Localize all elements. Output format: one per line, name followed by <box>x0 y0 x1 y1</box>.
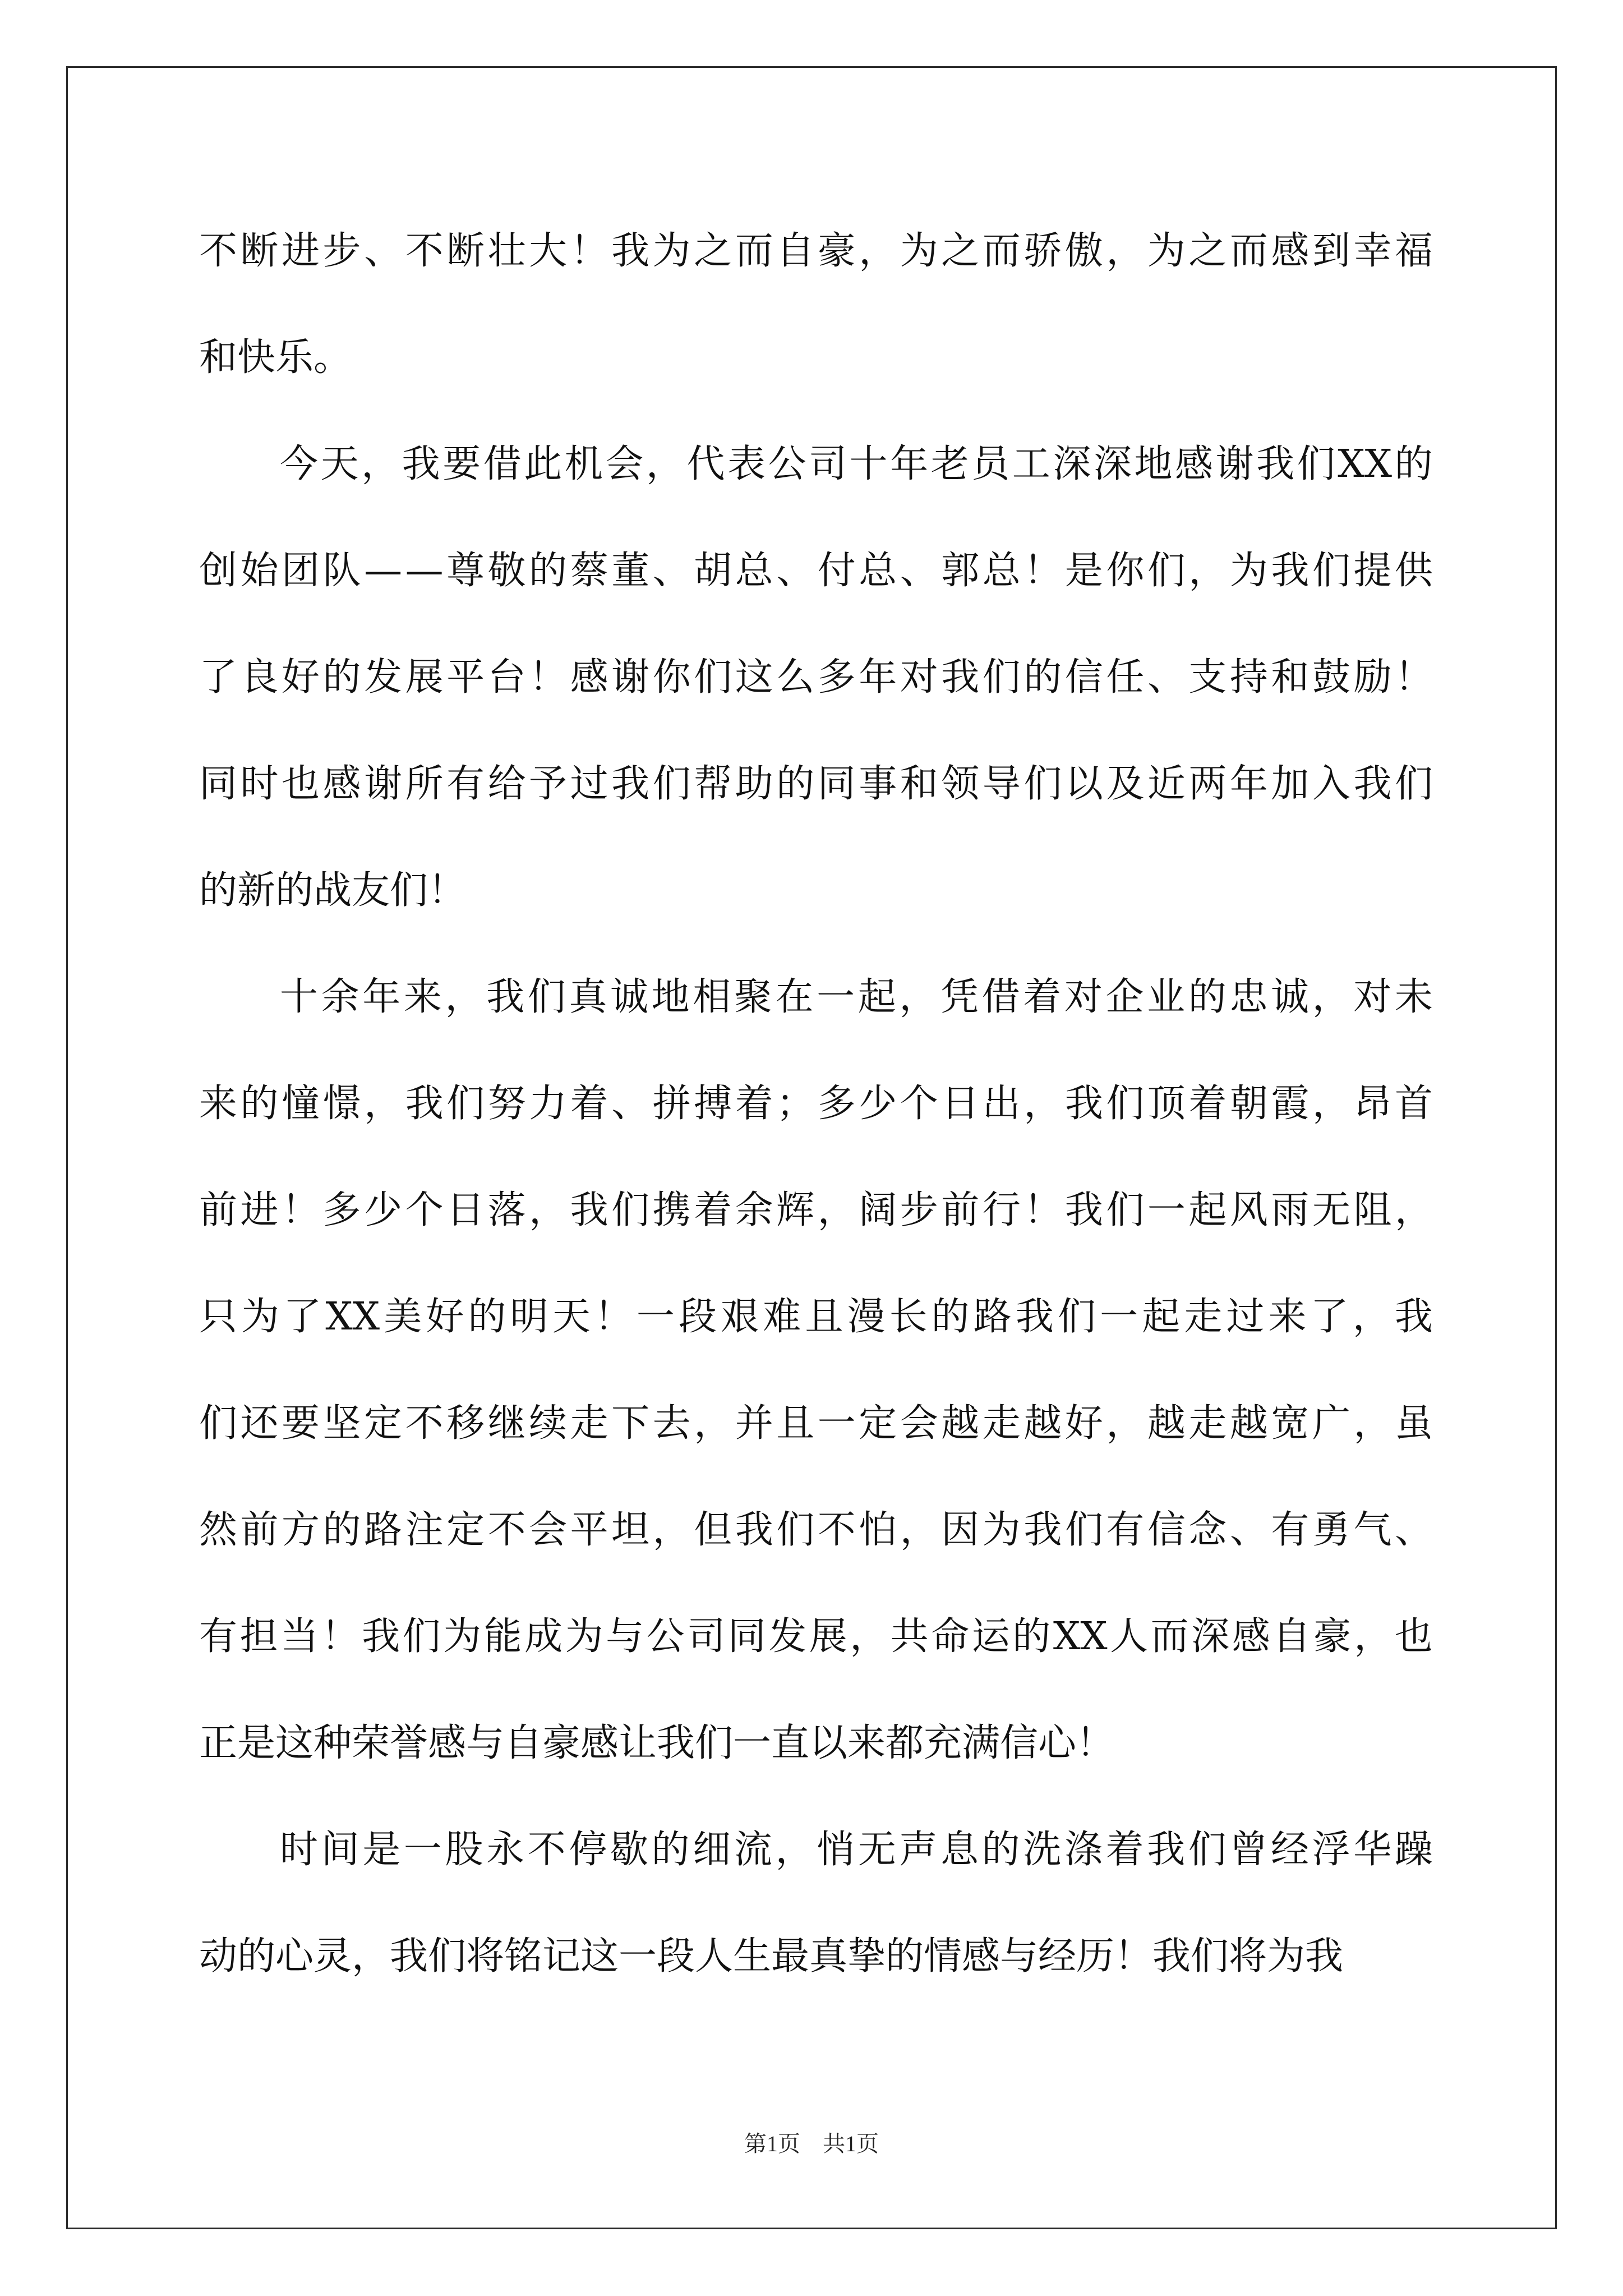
text-line: 今 天 ， 我 要 借 此 机 会 ， 代 表 公 司 十 年 老 员 工 深 深 地 感 谢 我 们 XX 的 <box>280 442 1433 486</box>
text-line: 然 前 方 的 路 注 定 不 会 平 坦 ， 但 我 们 不 怕 ， 因 为 我 们 有 信 念 、 有 勇 气 、 <box>199 1508 1433 1552</box>
text-line: 不 断 进 步 、 不 断 壮 大 ！ 我 为 之 而 自 豪 ， 为 之 而 骄 傲 ， 为 之 而 感 到 幸 福 <box>199 229 1433 273</box>
text-line: 来 的 憧 憬 ， 我 们 努 力 着 、 拼 搏 着 ； 多 少 个 日 出 ， 我 们 顶 着 朝 霞 ， 昂 首 <box>199 1082 1433 1126</box>
text-line: 创 始 团 队 — — 尊 敬 的 蔡 董 、 胡 总 、 付 总 、 郭 总 ！ 是 你 们 ， 为 我 们 提 供 <box>199 549 1433 593</box>
page-number-label: 第1页 共1页 <box>744 2131 879 2156</box>
text-line: 时 间 是 一 股 永 不 停 歇 的 细 流 ， 悄 无 声 息 的 洗 涤 着 我 们 曾 经 浮 华 躁 <box>280 1828 1433 1872</box>
text-line: 前 进 ！ 多 少 个 日 落 ， 我 们 携 着 余 辉 ， 阔 步 前 行 ！ 我 们 一 起 风 雨 无 阻 ， <box>199 1188 1433 1232</box>
paragraph <box>199 959 1433 1812</box>
document-body <box>199 213 1433 2025</box>
text-line: 和快乐。 <box>199 335 352 380</box>
text-line: 有 担 当 ！ 我 们 为 能 成 为 与 公 司 同 发 展 ， 共 命 运 的 XX 人 而 深 感 自 豪 ， 也 <box>199 1614 1433 1659</box>
text-line: 了 良 好 的 发 展 平 台 ！ 感 谢 你 们 这 么 多 年 对 我 们 的 信 任 、 支 持 和 鼓 励 ！ <box>199 655 1433 700</box>
text-line: 十 余 年 来 ， 我 们 真 诚 地 相 聚 在 一 起 ， 凭 借 着 对 企 业 的 忠 诚 ， 对 未 <box>280 975 1433 1019</box>
page-footer <box>0 2126 1623 2158</box>
text-line: 同 时 也 感 谢 所 有 给 予 过 我 们 帮 助 的 同 事 和 领 导 们 以 及 近 两 年 加 入 我 们 <box>199 762 1433 806</box>
paragraph <box>199 213 1433 426</box>
text-line: 动的心灵，我们将铭记这一段人生最真挚的情感与经历！我们将为我 <box>199 1934 1344 1978</box>
text-line: 的新的战友们！ <box>199 868 467 913</box>
text-line: 们 还 要 坚 定 不 移 继 续 走 下 去 ， 并 且 一 定 会 越 走 越 好 ， 越 走 越 宽 广 ， 虽 <box>199 1401 1433 1446</box>
text-line: 只 为 了 XX 美 好 的 明 天 ！ 一 段 艰 难 且 漫 长 的 路 我 们 一 起 走 过 来 了 ， 我 <box>199 1295 1433 1339</box>
paragraph <box>199 1812 1433 2025</box>
text-line: 正是这种荣誉感与自豪感让我们一直以来都充满信心！ <box>199 1721 1115 1765</box>
paragraph <box>199 426 1433 959</box>
